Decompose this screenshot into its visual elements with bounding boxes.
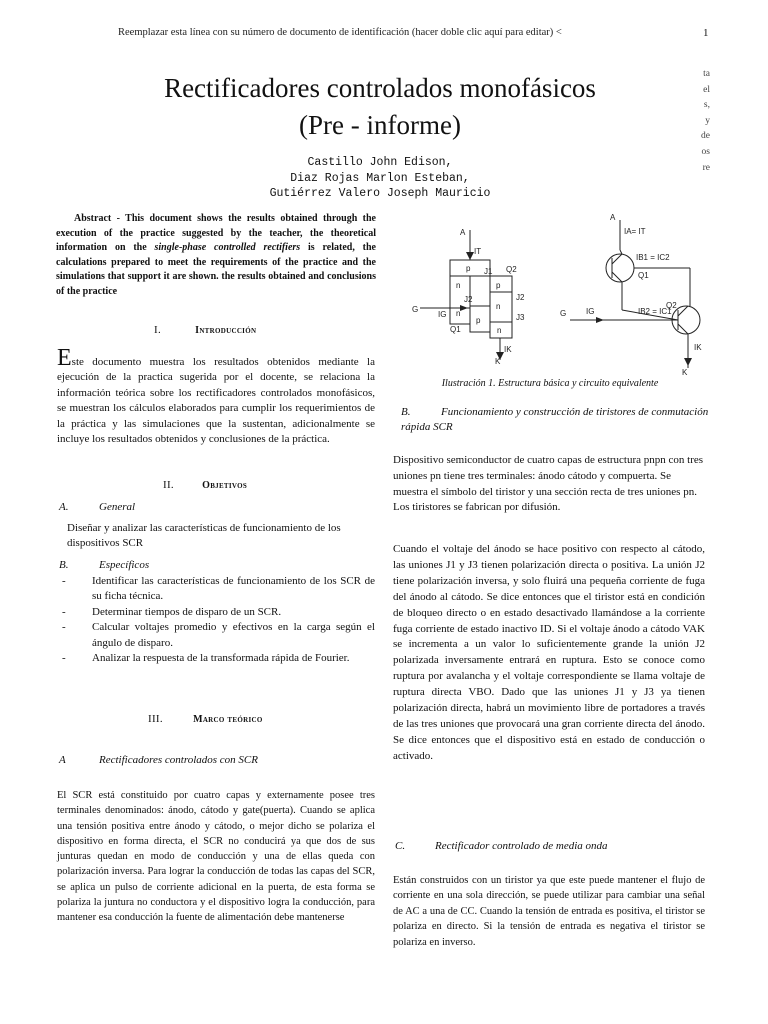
label-gate: G	[412, 305, 419, 314]
label-j2: J2	[464, 295, 473, 304]
title-line-2: (Pre - informe)	[299, 110, 461, 140]
layer-p2a	[470, 276, 490, 306]
label-q1: Q1	[450, 325, 461, 334]
section-heading-marco-teorico	[148, 713, 263, 725]
abstract	[56, 212, 376, 299]
abstract-italic: single-phase controlled rectifiers	[154, 242, 301, 253]
media-onda-paragraph: Están construidos con un tiristor ya que este puede mantener el flujo de corriente en una sola dirección, se puede utilizar para cambiar una señal de AC a una de CC. Cuando la tensión de entrada es positiva, el tiristor se polariza en directo. Si la tensión de entrada es negativa el tiristor se polariza en inverso.	[393, 875, 705, 948]
label-p: p	[496, 281, 501, 290]
label-q2: Q2	[506, 265, 517, 274]
label-anode: A	[610, 213, 616, 222]
section-title: Introducción	[195, 325, 257, 336]
section-number: II.	[163, 479, 174, 491]
label-j2: J2	[516, 293, 525, 302]
label-n: n	[456, 281, 461, 290]
label-q1: Q1	[638, 271, 649, 280]
page-number: 1	[703, 27, 709, 39]
section-heading-introduccion	[154, 324, 256, 336]
layer-n-q2	[490, 292, 512, 322]
margin-fragment: re	[702, 162, 710, 173]
label-ik-eq: IK	[694, 343, 702, 352]
label-n: n	[456, 309, 461, 318]
subsection-letter: B.	[401, 406, 411, 418]
margin-fragment: el	[703, 84, 710, 95]
margin-fragment: s,	[703, 100, 710, 111]
general-objective-text: Diseñar y analizar las características de funcionamiento de los dispositivos SCR	[67, 522, 341, 550]
scr-structure-figure	[390, 210, 720, 376]
label-ia-eq: IA= IT	[624, 227, 646, 236]
label-q2: Q2	[666, 301, 677, 310]
label-anode: A	[460, 228, 466, 237]
subsection-letter: A.	[59, 501, 69, 513]
title-line-1: Rectificadores controlados monofásicos	[164, 73, 596, 103]
section-heading-objetivos	[163, 479, 247, 491]
running-header[interactable]: Reemplazar esta línea con su número de documento de identificación (hacer doble clic aquí para editar) <	[118, 27, 562, 38]
subsection-letter: B.	[59, 559, 69, 571]
subsection-especificos	[59, 559, 149, 571]
label-ib1-eq: IB1 = IC2	[636, 253, 670, 262]
funcionamiento-paragraph-2: Cuando el voltaje del ánodo se hace positivo con respecto al cátodo, las uniones J1 y J3 tienen polarización directa o positiva. La unión J2 tiene polarización inversa, y solo fluirá una pequeña corriente de fuga del ánodo al cátodo. Se dice entonces que el tiristor está en condición de bloqueo directo o en estado desactivado llamándose a la corriente fuga corriente de estado inactivo ID. Si el voltaje ánodo a cátodo VAK se incrementa a un valor lo suficientemente grande la unión J2 polarizada inversamente entrará en ruptura. Esto se conoce como ruptura por avalancha y el voltaje correspondiente se llama voltaje de ruptura directa VBO. Dado que las uniones J1 y J3 ya tienen polarización directa, habrá un movimiento libre de portadores a través de las tres uniones que provocará una gran corriente directa del ánodo. Se dice entonces que el dispositivo está en estado de conducción o activado.	[393, 543, 705, 762]
gate-arrow-icon	[460, 305, 468, 311]
label-it: IT	[474, 247, 482, 256]
margin-fragment: ta	[703, 69, 710, 79]
subsection-general	[59, 501, 135, 513]
scr-paragraph: El SCR está constituido por cuatro capas y externamente posee tres terminales denominados: ánodo, cátodo y gate(puerta). Cuando se aplica una tensión positiva entre ánodo y cátodo, o mejor dicho se polariza el dispositivo en forma directa, el SCR no conducirá ya que dos de sus junturas quedan en modo de conducción y una de ellas queda con polarización inversa. Para lograr la conducción de todas las capas del SCR, se aplica un pulso de corriente adicional en la puerta, de esta forma se polariza la juntura no conductora y el dispositivo logra la conducción, para mantener esa conducción la fuente de alimentación debe mantenerse	[57, 790, 375, 924]
margin-fragment: de	[701, 131, 710, 142]
drop-cap: E	[57, 345, 72, 371]
label-n: n	[496, 302, 501, 311]
label-j1: J1	[484, 267, 493, 276]
subsection-media-onda	[395, 840, 608, 852]
figure-caption: Ilustración 1. Estructura básica y circuito equivalente	[441, 378, 659, 389]
subsection-letter: A	[59, 754, 66, 766]
label-gate: G	[560, 309, 567, 318]
list-item: - Analizar la respuesta de la transformada rápida de Fourier.	[62, 651, 375, 666]
q1-transistor	[606, 254, 634, 282]
section-number: I.	[154, 324, 162, 336]
subsection-title: Rectificador controlado de media onda	[435, 840, 608, 852]
label-ig: IG	[586, 307, 595, 316]
subsection-title: Funcionamiento y construcción de tiristores de conmutación rápida SCR	[401, 406, 709, 433]
paper-title	[80, 70, 680, 144]
list-item: - Determinar tiempos de disparo de un SCR.	[62, 605, 375, 620]
margin-fragment: os	[701, 146, 710, 157]
subsection-letter: C.	[395, 840, 406, 852]
author: Castillo John Edison,	[307, 156, 453, 169]
subsection-title: Específicos	[99, 559, 150, 571]
intro-paragraph	[57, 345, 375, 447]
current-arrow-icon	[466, 252, 474, 260]
section-number: III.	[148, 713, 163, 725]
abstract-text-end: is related, the calculations prepared to meet the requirements of the practice and the simulations that support it are shown. the results obtained and conclusions of the practice	[56, 242, 376, 297]
intro-text: ste documento muestra los resultados obtenidos mediante la ejecución de la practica sugerida por el docente, se relaciona la información teórica sobre los rectificadores controlados monofásicos, se muestran los cálculos elaborados para cumplir los requerimientos de la práctica y las simulaciones que la sustentan, adicionalmente se incluye los resultados obtenidos y conclusiones de la práctica.	[57, 356, 375, 446]
subsection-title: Rectificadores controlados con SCR	[99, 754, 258, 766]
label-cathode: K	[682, 368, 688, 376]
current-arrow-icon	[684, 358, 692, 366]
layer-p-q2	[490, 276, 512, 292]
subsection-funcionamiento	[401, 405, 711, 435]
label-ik: IK	[504, 345, 512, 354]
funcionamiento-paragraph-1: Dispositivo semiconductor de cuatro capas de estructura pnpn con tres uniones pn tiene tres terminales: ánodo cátodo y compuerta. Se muestra el símbolo del tiristor y una sección recta de tres uniones pn. Los tiristores se fabrican por difusión.	[393, 454, 704, 514]
gate-arrow-icon	[596, 317, 604, 323]
section-title: Marco teórico	[193, 714, 263, 725]
specific-objectives-list	[62, 574, 375, 666]
label-p: p	[466, 264, 471, 273]
label-ig: IG	[438, 310, 447, 319]
label-n: n	[497, 326, 502, 335]
margin-text-fragments	[694, 67, 710, 176]
subsection-title: General	[99, 501, 136, 513]
abstract-text: This document shows the results obtained through the execution of the practice suggested by the teacher, the theoretical information on the	[56, 213, 376, 253]
margin-fragment: y	[705, 115, 710, 126]
list-item: - Calcular voltajes promedio y efectivos en la carga según el ángulo de disparo.	[62, 620, 375, 651]
label-j3: J3	[516, 313, 525, 322]
author-list	[180, 155, 580, 202]
label-p: p	[476, 316, 481, 325]
author: Gutiérrez Valero Joseph Mauricio	[269, 187, 491, 201]
author: Diaz Rojas Marlon Esteban,	[290, 171, 470, 185]
list-item: - Identificar las características de funcionamiento de los SCR de su ficha técnica.	[62, 574, 375, 605]
subsection-rectificadores-scr	[59, 754, 258, 766]
section-title: Objetivos	[202, 480, 248, 491]
label-ib2-eq: IB2 = IC1	[638, 307, 672, 316]
label-cathode: K	[495, 357, 501, 366]
abstract-label: Abstract -	[74, 213, 126, 224]
